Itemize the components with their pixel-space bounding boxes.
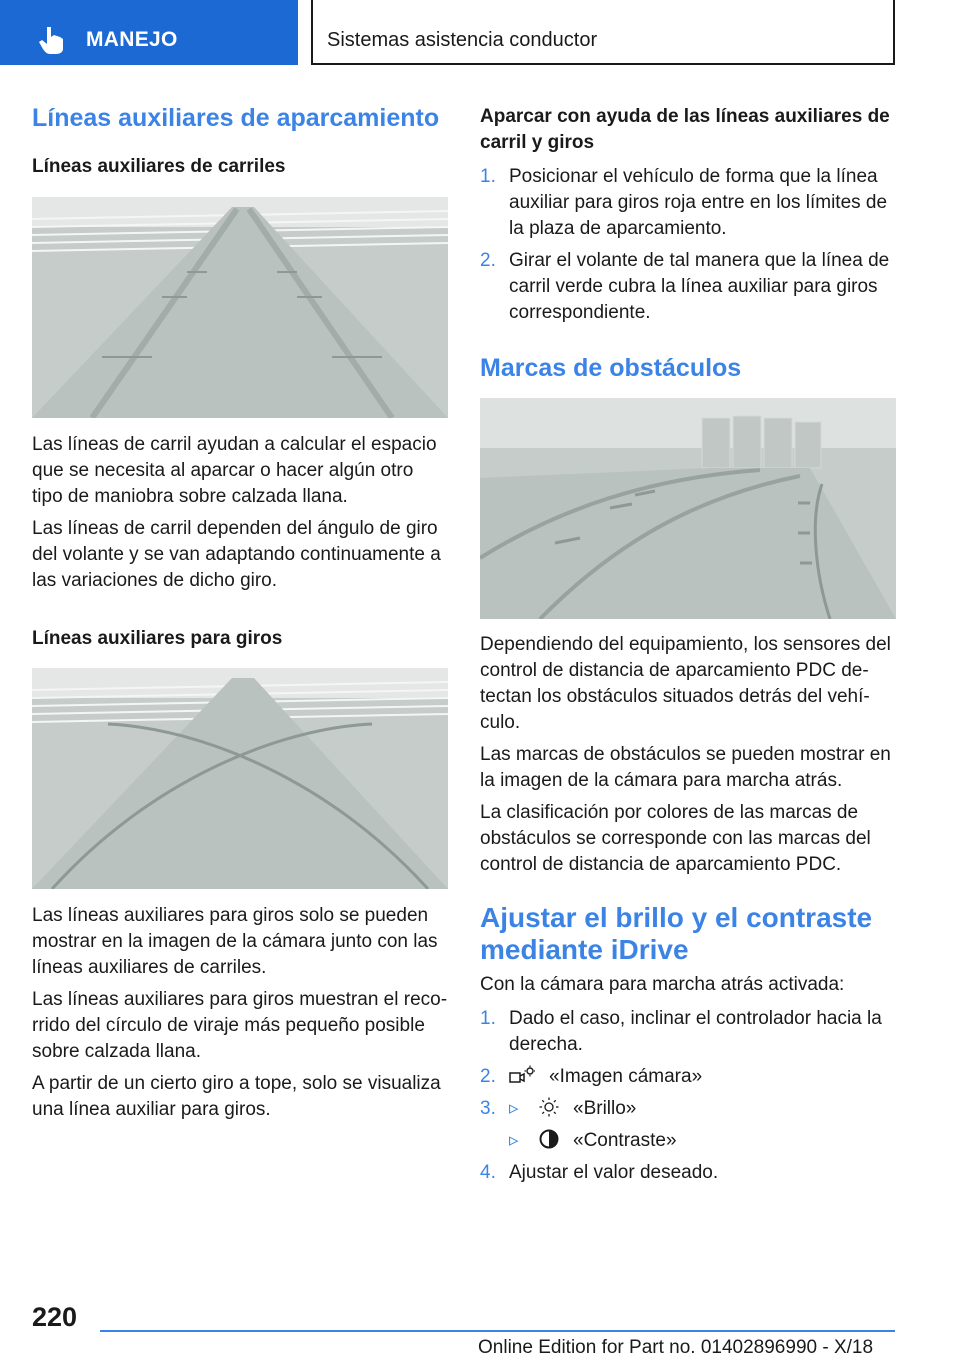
camera-settings-icon [509,1065,535,1085]
brightness-steps [480,1006,896,1186]
heading-parking-aid-lines: Líneas auxiliares de aparcamiento [32,104,440,132]
triangle-right-icon: ▹ [509,1130,519,1151]
contrast-icon [539,1129,559,1149]
subheading-turn-lines: Líneas auxiliares para giros [32,628,283,649]
left-column [32,100,448,1123]
chapter-header [311,0,895,65]
footer-divider [100,1330,895,1332]
lane-lines-figure [32,197,448,418]
page-number: 220 [32,1302,78,1332]
list-item: 1. Posicionar el vehículo de forma que la línea auxiliar para giros roja entre en los límites de la plaza de aparcamiento. [480,166,888,239]
list-item: 2. Girar el volante de tal manera que la línea de carril verde cubra la línea auxiliar para giros correspondiente. [480,250,890,323]
lane-lines-text-1: Las líneas de carril ayudan a calcular el espacio que se necesita al aparcar o hacer algún otro tipo de maniobra sobre calzada llana. [32,434,437,507]
list-item: 1. Dado el caso, inclinar el controlador hacia la derecha. [480,1008,882,1055]
brightness-intro: Con la cámara para marcha atrás activada: [480,974,845,995]
obstacle-text-2: Las marcas de obstáculos se pueden mostrar en la imagen de la cámara para marcha atrás. [480,744,891,791]
section-tab[interactable] [0,0,298,65]
right-column [480,100,896,1186]
section-label: MANEJO [86,28,178,51]
chapter-title: Sistemas asistencia conductor [327,29,598,51]
list-item: 2. «Imagen cámara» [480,1066,703,1087]
obstacle-text-3: La clasificación por colores de las marcas de obstáculos se corresponde con las marcas del control de distancia de aparcamiento PDC. [480,802,871,875]
triangle-right-icon: ▹ [509,1098,519,1119]
list-item: 3. ▹ «Brillo» ▹ «Contraste» [480,1096,896,1154]
subheading-parking-with-lines: Aparcar con ayuda de las líneas auxiliares de carril y giros [480,106,890,153]
lane-lines-text-2: Las líneas de carril dependen del ángulo de giro del volante y se van adaptando continuamente a las variaciones de dicho giro. [32,518,441,591]
turn-lines-figure [32,668,448,889]
turn-lines-text-1: Las líneas auxiliares para giros solo se pueden mostrar en la imagen de la cámara junto con las líneas auxiliares de carriles. [32,905,438,978]
subheading-lane-lines: Líneas auxiliares de carriles [32,156,286,177]
list-item: 4. Ajustar el valor deseado. [480,1162,719,1183]
heading-obstacle-marks: Marcas de obstáculos [480,354,742,382]
parking-steps [480,164,896,326]
hand-pointer-icon [38,25,66,55]
heading-brightness-contrast: Ajustar el brillo y el contraste mediante iDrive [480,902,873,965]
obstacle-text-1: Dependiendo del equipamiento, los sensores del control de distancia de aparcamiento PDC detectan los obstáculos situados detrás del vehículo. [480,634,891,733]
turn-lines-text-3: A partir de un cierto giro a tope, solo se visualiza una línea auxiliar para giros. [32,1073,441,1120]
obstacle-marks-figure [480,398,896,619]
turn-lines-text-2: Las líneas auxiliares para giros muestran el recorrido del círculo de viraje más pequeño posible sobre calzada llana. [32,989,448,1062]
edition-text: Online Edition for Part no. 01402896990 - X/18 [478,1337,874,1358]
brightness-icon [539,1097,559,1117]
